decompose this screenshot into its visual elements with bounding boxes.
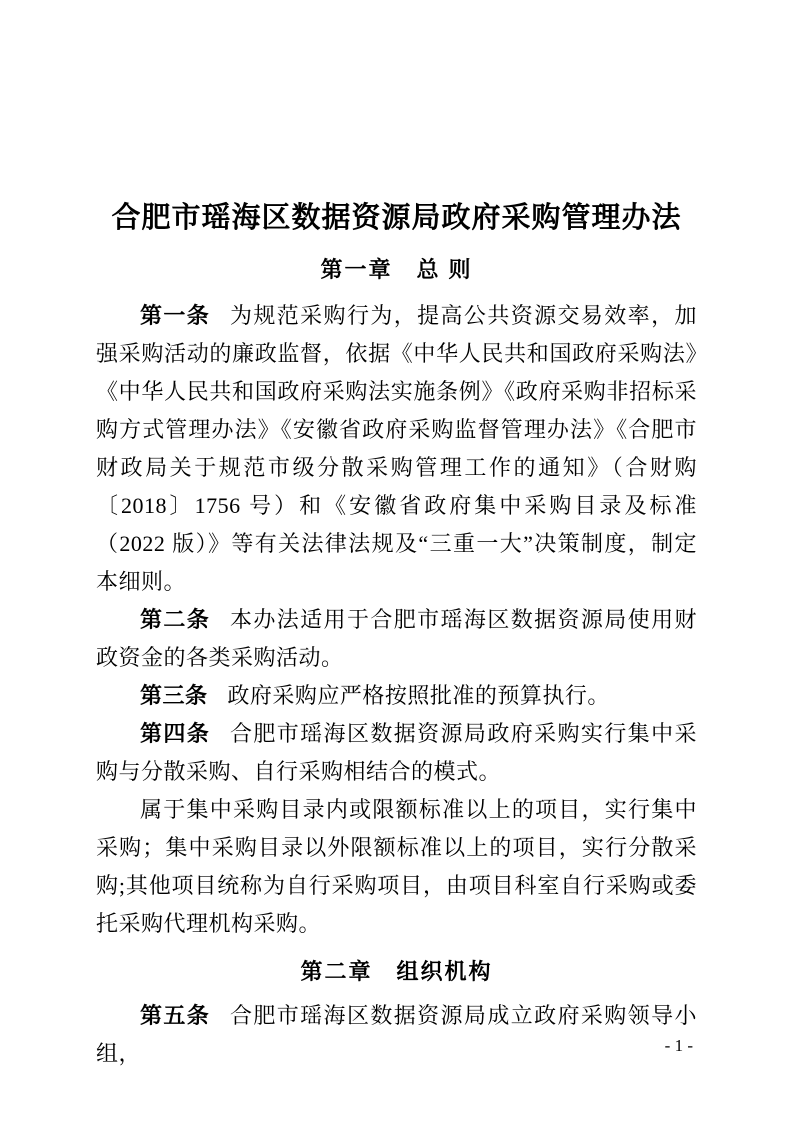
chapter-1-heading: 第一章 总 则 (320, 257, 473, 282)
article-3-paragraph (96, 677, 697, 715)
article-4-text: 合肥市瑶海区数据资源局政府采购实行集中采购与分散采购、自行采购相结合的模式。 (96, 721, 697, 784)
article-4-paragraph (96, 715, 697, 791)
article-5-text: 合肥市瑶海区数据资源局成立政府采购领导小组， (96, 1003, 697, 1066)
article-2-text: 本办法适用于合肥市瑶海区数据资源局使用财政资金的各类采购活动。 (96, 607, 697, 670)
document-title: 合肥市瑶海区数据资源局政府采购管理办法 (111, 202, 682, 234)
article-1-text: 为规范采购行为，提高公共资源交易效率，加强采购活动的廉政监督，依据《中华人民共和国政府采购法》《中华人民共和国政府采购法实施条例》《政府采购非招标采购方式管理办法》《安徽省政府采购监督管理办法》《合肥市财政局关于规范市级分散采购管理工作的通知》（合财购〔2018〕1756 号）和《安徽省政府集中采购目录及标准（2022 版）》等有关法律法规及“三重一大”决策制度，制定本细则。 (96, 303, 697, 594)
article-3-label: 第三条 (140, 683, 208, 708)
article-5-label: 第五条 (140, 1003, 211, 1028)
article-1-paragraph (96, 297, 697, 601)
article-3-text: 政府采购应严格按照批准的预算执行。 (227, 683, 610, 708)
article-4-label: 第四条 (140, 721, 211, 746)
article-1-label: 第一条 (140, 303, 211, 328)
chapter-2-heading: 第二章 组织机构 (300, 959, 493, 984)
article-2-label: 第二条 (140, 607, 211, 632)
page-number: - 1 - (664, 1036, 693, 1055)
article-5-paragraph (96, 997, 697, 1073)
article-4-continuation-paragraph (96, 791, 697, 943)
article-2-paragraph (96, 601, 697, 677)
article-4-continuation-text: 属于集中采购目录内或限额标准以上的项目，实行集中采购；集中采购目录以外限额标准以上的项目，实行分散采购;其他项目统称为自行采购项目，由项目科室自行采购或委托采购代理机构采购。 (96, 797, 697, 936)
